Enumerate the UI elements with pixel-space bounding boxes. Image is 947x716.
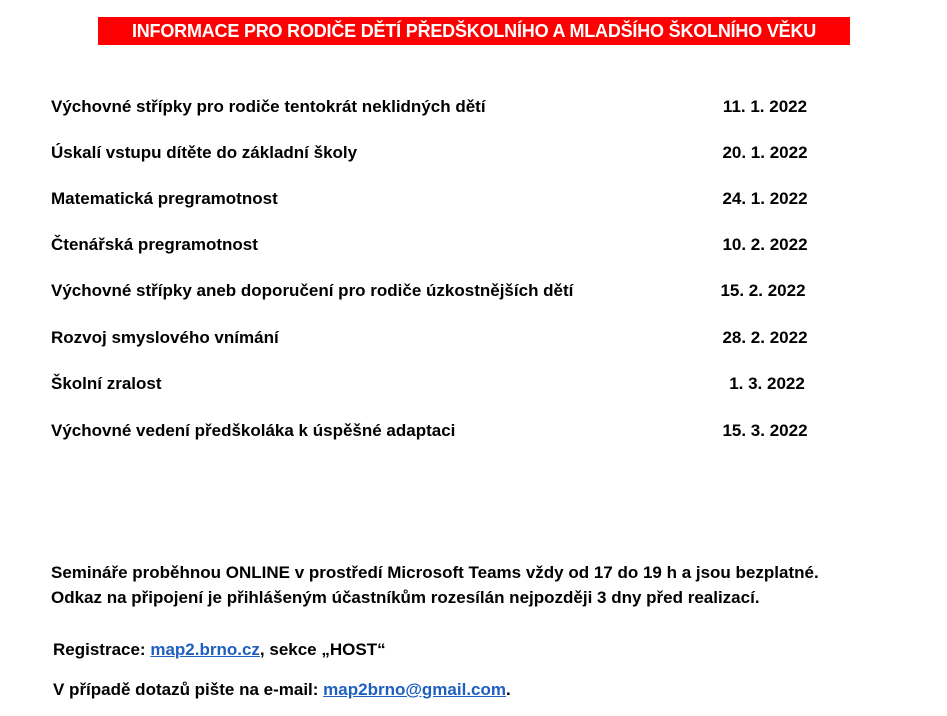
seminar-name: Školní zralost	[51, 374, 162, 393]
registration-line	[53, 638, 923, 662]
seminar-name: Výchovné střípky aneb doporučení pro rodiče úzkostnějších dětí	[51, 281, 574, 300]
contact-label: V případě dotazů pište na e-mail:	[53, 680, 324, 699]
seminar-row	[0, 95, 947, 119]
seminar-name: Čtenářská pregramotnost	[51, 235, 258, 254]
seminar-row	[0, 372, 947, 396]
seminar-name: Výchovné vedení předškoláka k úspěšné adaptaci	[51, 421, 456, 440]
registration-link[interactable]: map2.brno.cz	[150, 640, 260, 659]
seminar-row	[0, 279, 947, 303]
seminar-date: 28. 2. 2022	[722, 328, 808, 347]
seminar-name: Rozvoj smyslového vnímání	[51, 328, 279, 347]
seminar-row	[0, 233, 947, 257]
seminar-row	[0, 419, 947, 443]
info-line-online: Semináře proběhnou ONLINE v prostředí Microsoft Teams vždy od 17 do 19 h a jsou bezplatné.	[51, 563, 819, 582]
contact-email-link[interactable]: map2brno@gmail.com	[323, 680, 507, 699]
seminar-name: Matematická pregramotnost	[51, 189, 278, 208]
seminar-row	[0, 187, 947, 211]
seminar-row	[0, 326, 947, 350]
seminar-date: 15. 3. 2022	[722, 421, 808, 440]
contact-suffix: .	[506, 680, 511, 699]
seminar-date: 1. 3. 2022	[729, 374, 805, 393]
seminar-date: 11. 1. 2022	[722, 97, 808, 116]
registration-label: Registrace:	[53, 640, 151, 659]
seminar-name: Úskalí vstupu dítěte do základní školy	[51, 143, 358, 162]
seminar-date: 10. 2. 2022	[722, 235, 808, 254]
info-line-link: Odkaz na připojení je přihlášeným účastníkům rozesílán nejpozději 3 dny před realizací.	[51, 588, 760, 607]
seminar-date: 24. 1. 2022	[722, 189, 808, 208]
seminar-name: Výchovné střípky pro rodiče tentokrát neklidných dětí	[51, 97, 486, 116]
seminar-date: 15. 2. 2022	[720, 281, 806, 300]
seminar-date: 20. 1. 2022	[722, 143, 808, 162]
contact-line	[53, 678, 923, 702]
page-title: INFORMACE PRO RODIČE DĚTÍ PŘEDŠKOLNÍHO A MLADŠÍHO ŠKOLNÍHO VĚKU	[98, 17, 850, 45]
registration-suffix: , sekce „HOST“	[259, 640, 386, 659]
seminar-row	[0, 141, 947, 165]
